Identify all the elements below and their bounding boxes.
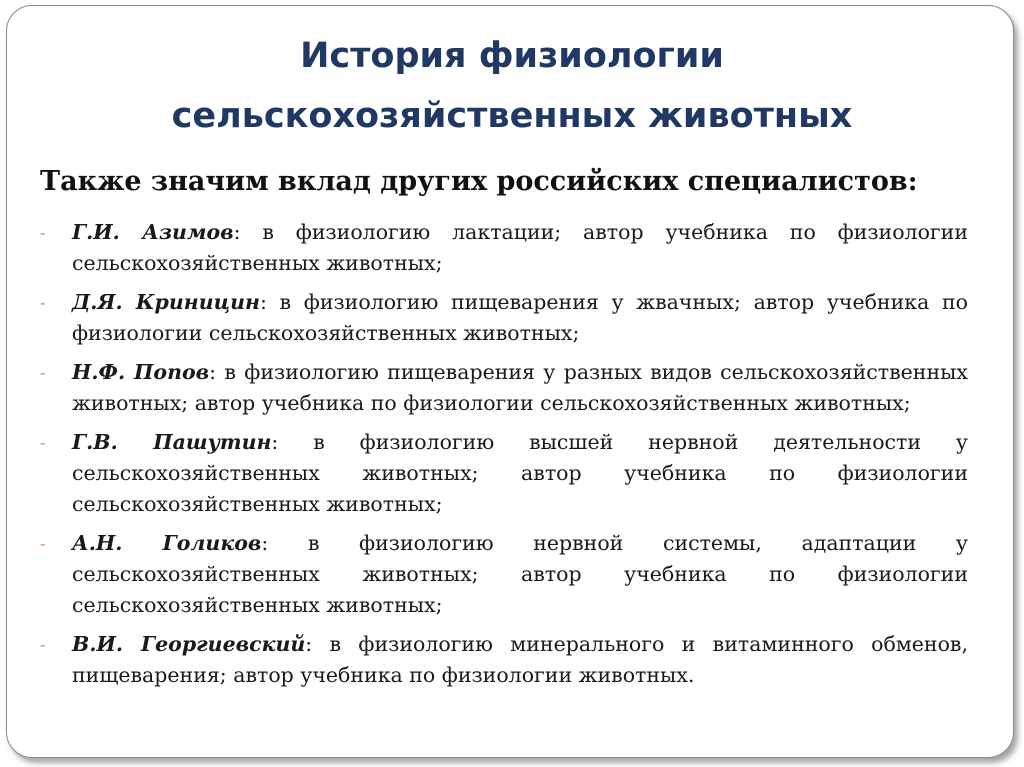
bullet-dash: - — [40, 293, 46, 312]
slide-title — [0, 26, 1024, 146]
list-item — [40, 427, 968, 520]
title-line-1: История физиологии — [300, 36, 724, 76]
title-line-2: сельскохозяйственных животных — [171, 96, 853, 136]
contribution-text: : в физиологию пищеварения у жвачных; автор учебника по физиологии сельскохозяйственных животных; — [72, 290, 968, 345]
list-item — [40, 528, 968, 621]
person-name: Г.В. Пашутин — [72, 430, 272, 454]
person-name: Н.Ф. Попов — [72, 360, 210, 384]
list-item — [40, 287, 968, 349]
contribution-text: : в физиологию лактации; автор учебника по физиологии сельскохозяйственных животных; — [72, 220, 968, 275]
contributors-list — [40, 217, 968, 699]
person-name: В.И. Георгиевский — [72, 632, 306, 656]
bullet-dash: - — [40, 223, 46, 242]
list-item — [40, 629, 968, 691]
person-name: Д.Я. Криницин — [72, 290, 260, 314]
slide-subtitle: Также значим вклад других российских специалистов: — [40, 166, 918, 197]
contribution-text: : в физиологию пищеварения у разных видов сельскохозяйственных животных; автор учебника по физиологии сельскохозяйственных животных; — [72, 360, 968, 415]
person-name: Г.И. Азимов — [72, 220, 234, 244]
bullet-dash: - — [40, 433, 46, 452]
bullet-dash: - — [40, 363, 46, 382]
contribution-text: : в физиологию нервной системы, адаптации у сельскохозяйственных животных; автор учебника по физиологии сельскохозяйственных животных; — [72, 531, 968, 617]
contribution-text: : в физиологию минерального и витаминного обменов, пищеварения; автор учебника по физиологии животных. — [72, 632, 968, 687]
list-item — [40, 357, 968, 419]
list-item — [40, 217, 968, 279]
person-name: А.Н. Голиков — [72, 531, 262, 555]
bullet-dash: - — [40, 534, 46, 553]
contribution-text: : в физиологию высшей нервной деятельности у сельскохозяйственных животных; автор учебника по физиологии сельскохозяйственных животных; — [72, 430, 968, 516]
bullet-dash: - — [40, 635, 46, 654]
